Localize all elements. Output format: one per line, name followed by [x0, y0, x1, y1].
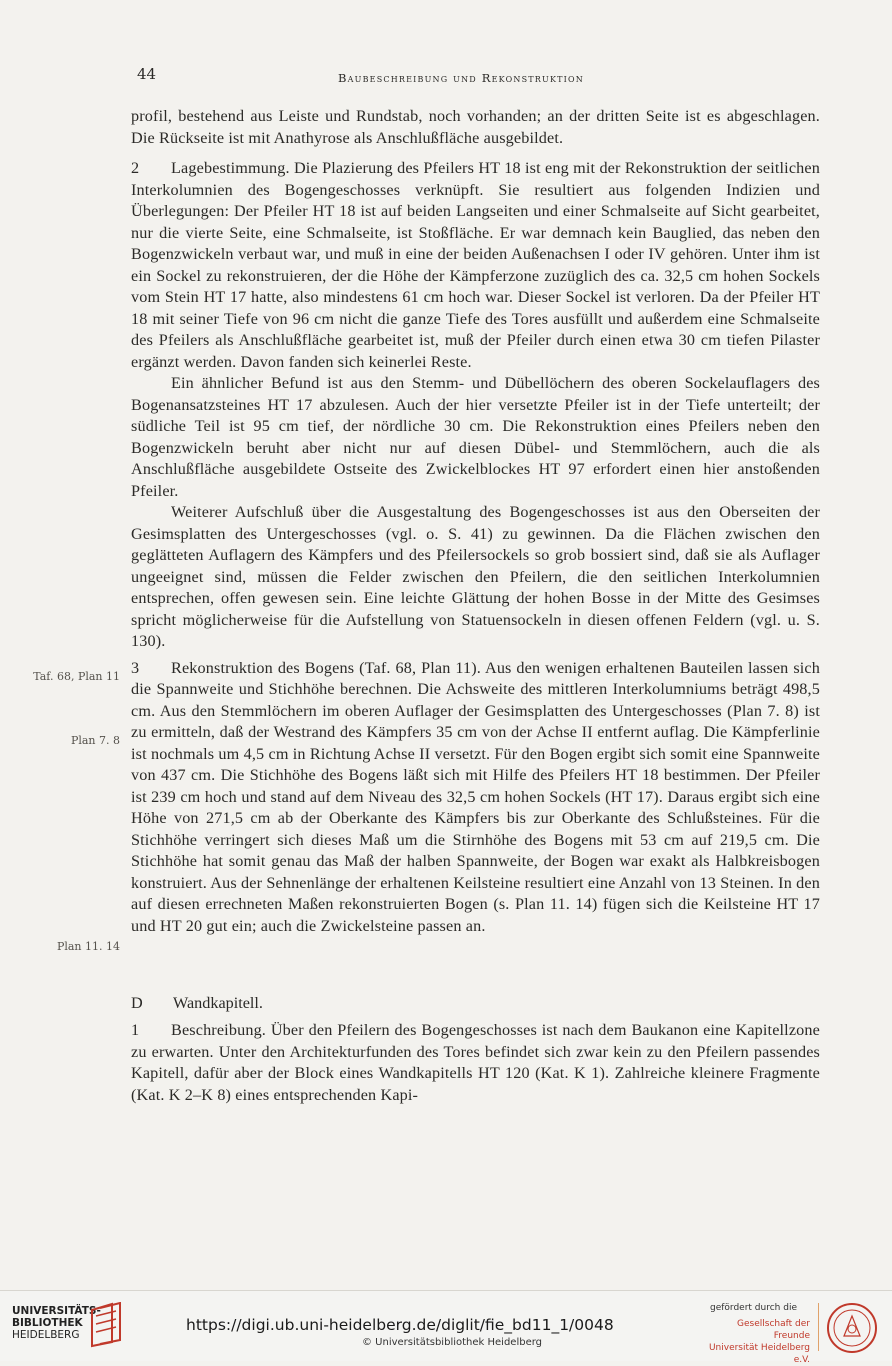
sponsor-name [700, 1318, 810, 1366]
margin-note-taf68: Taf. 68, Plan 11 [33, 670, 120, 683]
document-url-link[interactable]: https://digi.ub.uni-heidelberg.de/diglit/fie_bd11_1/0048 [186, 1316, 614, 1334]
page-number: 44 [137, 65, 157, 83]
text-block-1 [131, 106, 820, 937]
section-number: 1 [131, 1021, 140, 1039]
paragraph-aufschluss: Weiterer Aufschluß über die Ausgestaltung des Bogengeschosses ist aus den Oberseiten der Gesimsplatten des Untergeschosses (vgl. o. S. 41) zu gewinnen. Da die Flächen zwischen den geglätteten Auflagern des Kämpfers und des Pfeilersockels so grob bossiert sind, daß sie als Auflager ungeeignet sind, müssen die Felder zwischen den Pfeilern, die den seitlichen Interkolumnien entsprechen, offen gewesen sein. Eine leichte Glättung der hohen Bosse in der Mitte des Gesimses spricht möglicherweise für die Aufstellung von Statuensockeln in diesen offenen Feldern (vgl. u. S. 130). [131, 503, 820, 650]
sponsor-line-1: Gesellschaft der Freunde [737, 1319, 810, 1341]
paragraph-rekonstruktion [131, 658, 820, 938]
section-title: Wandkapitell. [173, 994, 263, 1012]
section-number: 2 [131, 159, 140, 177]
paragraph-text: Beschreibung. Über den Pfeilern des Bogengeschosses ist nach dem Baukanon eine Kapitellzone zu erwarten. Unter den Architekturfunden des Tores befindet sich zwar kein zu den Pfeilern passendes Kapitell, dafür aber der Block eines Wandkapitells HT 120 (Kat. K 1). Zahlreiche kleinere Fragmente (Kat. K 2–K 8) eines entsprechenden Kapi- [131, 1021, 820, 1104]
paragraph-continued: profil, bestehend aus Leiste und Rundstab, noch vorhanden; an der dritten Seite ist es abgeschlagen. Die Rückseite ist mit Anathyrose als Anschlußfläche ausgebildet. [131, 107, 820, 147]
library-line-3: HEIDELBERG [12, 1329, 80, 1341]
copyright-notice: © Universitätsbibliothek Heidelberg [362, 1337, 543, 1348]
paragraph-beschreibung [131, 1020, 820, 1106]
section-letter: D [131, 994, 143, 1012]
university-seal-icon [826, 1302, 878, 1354]
section-number: 3 [131, 658, 140, 677]
library-line-2: BIBLIOTHEK [12, 1317, 83, 1329]
paragraph-text: Rekonstruktion des Bogens (Taf. 68, Plan 11). Aus den wenigen erhaltenen Bauteilen lassen sich die Spannweite und Stichhöhe berechnen. Die Achsweite des mittleren Interkolumniums beträgt 498,5 cm. Aus den Stemmlöchern im oberen Auflager der Gesimsplatten des Untergeschosses (Plan 7. 8) ist zu ermitteln, daß der Westrand des Kämpfers 35 cm von der Achse II entfernt auflag. Die Kämpferlinie ist nochmals um 4,5 cm in Richtung Achse II versetzt. Für den Bogen ergibt sich somit eine Spannweite von 437 cm. Die Stichhöhe des Bogens läßt sich mit Hilfe des Pfeilers HT 18 bestimmen. Der Pfeiler ist 239 cm hoch und stand auf dem Niveau des 32,5 cm hohen Sockels (HT 17). Daraus ergibt sich eine Höhe von 271,5 cm ab der Oberkante des Kämpfers bis zur Oberkante des Schlußsteines. Für die Stichhöhe verringert sich dieses Maß um die Stirnhöhe des Bogens mit 53 cm auf 219,5 cm. Die Stichhöhe hat somit genau das Maß der halben Spannweite, der Bogen war exakt als Halbkreisbogen konstruiert. Aus der Sehnenlänge der erhaltenen Keilsteine resultiert eine Anzahl von 13 Steinen. In den auf diesen errechneten Maßen rekonstruierten Bogen (s. Plan 11. 14) fügen sich die Keilsteine HT 17 und HT 20 gut ein; auch die Zwickelsteine passen an. [131, 658, 820, 935]
margin-note-plan78: Plan 7. 8 [70, 734, 120, 747]
paragraph-lagebestimmung [131, 158, 820, 373]
library-line-1: UNIVERSITÄTS- [12, 1305, 101, 1317]
library-logo-icon [88, 1302, 128, 1348]
paragraph-text: Lagebestimmung. Die Plazierung des Pfeilers HT 18 ist eng mit der Rekonstruktion der seitlichen Interkolumnien des Bogengeschosses verknüpft. Sie resultiert aus folgenden Indizien und Überlegungen: Der Pfeiler HT 18 ist auf beiden Langseiten und einer Schmalseite auf Sicht gearbeitet, nur die vierte Seite, eine Schmalseite, ist Stoßfläche. Er war demnach kein Bauglied, das neben den Bogenzwickeln verbaut war, und muß in eine der beiden Außenachsen I oder IV gehören. Unter ihm ist ein Sockel zu rekonstruieren, der die Höhe der Kämpferzone zuzüglich des ca. 32,5 cm hohen Sockels vom Stein HT 17 hatte, also mindestens 61 cm hoch war. Dieser Sockel ist verloren. Da der Pfeiler HT 18 mit seiner Tiefe von 96 cm nicht die ganze Tiefe des Tores ausfüllt und außerdem eine Schmalseite des Pfeilers als Anschlußfläche gearbeitet ist, muß der Pfeiler durch einen etwa 30 cm tiefen Pilaster ergänzt werden. Davon fanden sich keinerlei Reste. [131, 159, 820, 371]
section-heading [131, 994, 263, 1013]
running-title: Baubeschreibung und Rekonstruktion [338, 71, 585, 85]
text-block-2 [131, 1020, 820, 1106]
footer-divider [818, 1303, 819, 1351]
margin-note-plan1114: Plan 11. 14 [56, 940, 120, 953]
sponsor-line-2: Universität Heidelberg e.V. [708, 1343, 810, 1365]
paragraph-befund: Ein ähnlicher Befund ist aus den Stemm- und Dübellöchern des oberen Sockelauflagers des Bogenansatzsteines HT 17 abzulesen. Auch der hier versetzte Pfeiler ist in der Tiefe unterteilt; der südliche Teil ist 95 cm tief, der nördliche 30 cm. Die Rekonstruktion eines Pfeilers neben den Bogenzwickeln beruht aber nicht nur auf diesen Dübel- und Stemmlöchern, auch die als Anschlußfläche ausgebildete Ostseite des Zwickelblockes HT 97 erfordert einen hier anstoßenden Pfeiler. [131, 374, 820, 500]
sponsor-label: gefördert durch die [710, 1303, 797, 1313]
